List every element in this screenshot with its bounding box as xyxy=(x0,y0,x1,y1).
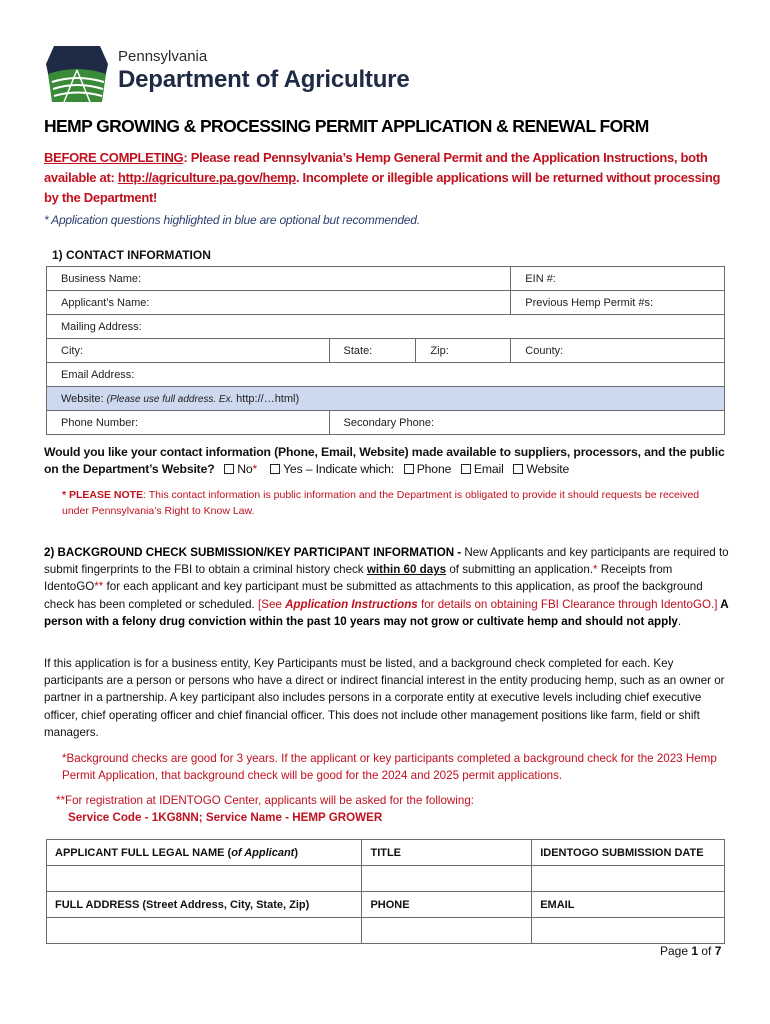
ein-field[interactable]: EIN #: xyxy=(511,267,725,291)
name-header-b: of Applicant xyxy=(231,846,295,859)
state-field[interactable]: State: xyxy=(329,339,416,363)
before-completing-warning xyxy=(44,148,734,208)
please-note-label: * PLEASE NOTE xyxy=(62,489,144,501)
name-header-a: APPLICANT FULL LEGAL NAME ( xyxy=(55,846,232,859)
section-2-text-3: Receipts from IdentoGO xyxy=(44,563,673,594)
section-2-text-1: New Applicants and key participants are required to submit fingerprints to the FBI to obtain a criminal history check xyxy=(44,546,729,577)
application-instructions-link[interactable]: Application Instructions xyxy=(285,597,418,611)
email-input[interactable] xyxy=(532,918,725,944)
hemp-link[interactable]: http://agriculture.pa.gov/hemp xyxy=(117,170,296,185)
yes-label: Yes – Indicate which: xyxy=(283,462,394,476)
applicant-name-header xyxy=(47,840,362,866)
full-address-header: FULL ADDRESS (Street Address, City, State, Zip) xyxy=(47,892,362,918)
email-checkbox[interactable] xyxy=(461,464,471,474)
section-2-intro xyxy=(44,544,734,630)
org-line-2: Department of Agriculture xyxy=(118,66,410,93)
no-label: No xyxy=(237,462,253,476)
email-address-field[interactable]: Email Address: xyxy=(47,363,725,387)
website-hint-2: http://…html) xyxy=(236,392,300,405)
section-2-text-2: of submitting an application. xyxy=(446,563,594,577)
contact-sharing-question xyxy=(44,444,734,478)
pa-agriculture-logo xyxy=(44,44,410,106)
title-input[interactable] xyxy=(362,866,532,892)
phone-input[interactable] xyxy=(362,918,532,944)
key-participants-paragraph: If this application is for a business entity, Key Participants must be listed, and a background check completed for each. Key participants are a person or persons who have a direct or indirect financial interest in the entity producing hemp, such as an owner or partner in a partnership. A key participant also includes persons in a corporate entity at executive levels including chief executive officer, chief operating officer and chief financial officer. This does not include other management positions like farm, field or shift managers. xyxy=(44,657,725,739)
county-field[interactable]: County: xyxy=(511,339,725,363)
question-text: Would you like your contact information (Phone, Email, Website) made available to suppliers, processors, and the public on the Department’s Website? xyxy=(44,445,725,476)
please-note xyxy=(62,487,722,519)
page-of: of xyxy=(698,944,715,958)
identogo-registration-note xyxy=(56,792,726,826)
submission-date-input[interactable] xyxy=(532,866,725,892)
mailing-address-field[interactable]: Mailing Address: xyxy=(47,315,725,339)
please-note-text: : This contact information is public information and the Department is obligated to provide it should requests be received under Pennsylvania’s Right to Know Law. xyxy=(62,489,700,517)
asterisk-1: * xyxy=(593,563,598,577)
page-total: 7 xyxy=(714,944,722,958)
yes-checkbox[interactable] xyxy=(270,464,280,474)
applicant-table xyxy=(46,839,725,944)
form-title: HEMP GROWING & PROCESSING PERMIT APPLICATION & RENEWAL FORM xyxy=(44,116,649,136)
see-open: [See xyxy=(257,597,286,611)
website-option-label: Website xyxy=(526,462,570,476)
service-code: Service Code - 1KG8NN; Service Name - HEMP GROWER xyxy=(68,811,383,825)
email-header: EMAIL xyxy=(532,892,725,918)
business-name-field[interactable]: Business Name: xyxy=(47,267,511,291)
optional-note: * Application questions highlighted in blue are optional but recommended. xyxy=(44,213,420,227)
warning-text-2: . Incomplete or illegible applications will be returned without processing by the Department! xyxy=(44,170,721,205)
section-2-text-4: for each applicant and key participant must be submitted as attachments to this application, as proof the background check has been completed or scheduled. xyxy=(44,580,703,611)
secondary-phone-field[interactable]: Secondary Phone: xyxy=(329,411,725,435)
period: . xyxy=(677,614,682,628)
asterisk-2: ** xyxy=(94,580,104,594)
page-label: Page xyxy=(660,944,692,958)
title-header: TITLE xyxy=(362,840,532,866)
website-checkbox[interactable] xyxy=(513,464,523,474)
section-2-heading: 2) BACKGROUND CHECK SUBMISSION/KEY PARTICIPANT INFORMATION - xyxy=(44,546,465,559)
keystone-logo-icon xyxy=(44,44,110,104)
phone-checkbox[interactable] xyxy=(404,464,414,474)
no-asterisk: * xyxy=(252,462,258,476)
felony-warning: A person with a felony drug conviction within the past 10 years may not grow or cultivate hemp and should not apply xyxy=(44,597,729,628)
name-header-c: ) xyxy=(294,846,299,859)
org-line-1: Pennsylvania xyxy=(118,48,208,65)
registration-text: **For registration at IDENTOGO Center, applicants will be asked for the following: xyxy=(56,794,474,807)
warning-lead: BEFORE COMPLETING xyxy=(44,150,184,165)
applicant-name-input[interactable] xyxy=(47,866,362,892)
page-number xyxy=(660,944,721,958)
website-label: Website: xyxy=(61,392,107,405)
see-close: for details on obtaining FBI Clearance through IdentoGO.] xyxy=(417,597,718,611)
email-option-label: Email xyxy=(473,462,504,476)
section-1-heading: 1) CONTACT INFORMATION xyxy=(52,248,211,262)
phone-option-label: Phone xyxy=(416,462,452,476)
page-current: 1 xyxy=(691,944,699,958)
submission-date-header: IDENTOGO SUBMISSION DATE xyxy=(532,840,725,866)
phone-number-field[interactable]: Phone Number: xyxy=(47,411,330,435)
within-60-days: within 60 days xyxy=(366,563,447,577)
previous-permits-field[interactable]: Previous Hemp Permit #s: xyxy=(511,291,725,315)
applicant-name-field[interactable]: Applicant’s Name: xyxy=(47,291,511,315)
warning-text-1: : Please read Pennsylvania’s Hemp General Permit and the Application Instructions, both available at: xyxy=(44,150,708,185)
full-address-input[interactable] xyxy=(47,918,362,944)
contact-info-table xyxy=(46,266,725,435)
background-check-note: *Background checks are good for 3 years. If the applicant or key participants completed a background check for the 2023 Hemp Permit Application, that background check will be good for the 2024 and 2025 permit applications. xyxy=(62,752,717,783)
website-hint: (Please use full address. Ex. xyxy=(106,393,237,405)
website-field[interactable] xyxy=(47,387,725,411)
zip-field[interactable]: Zip: xyxy=(416,339,511,363)
phone-header: PHONE xyxy=(362,892,532,918)
city-field[interactable]: City: xyxy=(47,339,330,363)
no-checkbox[interactable] xyxy=(224,464,234,474)
